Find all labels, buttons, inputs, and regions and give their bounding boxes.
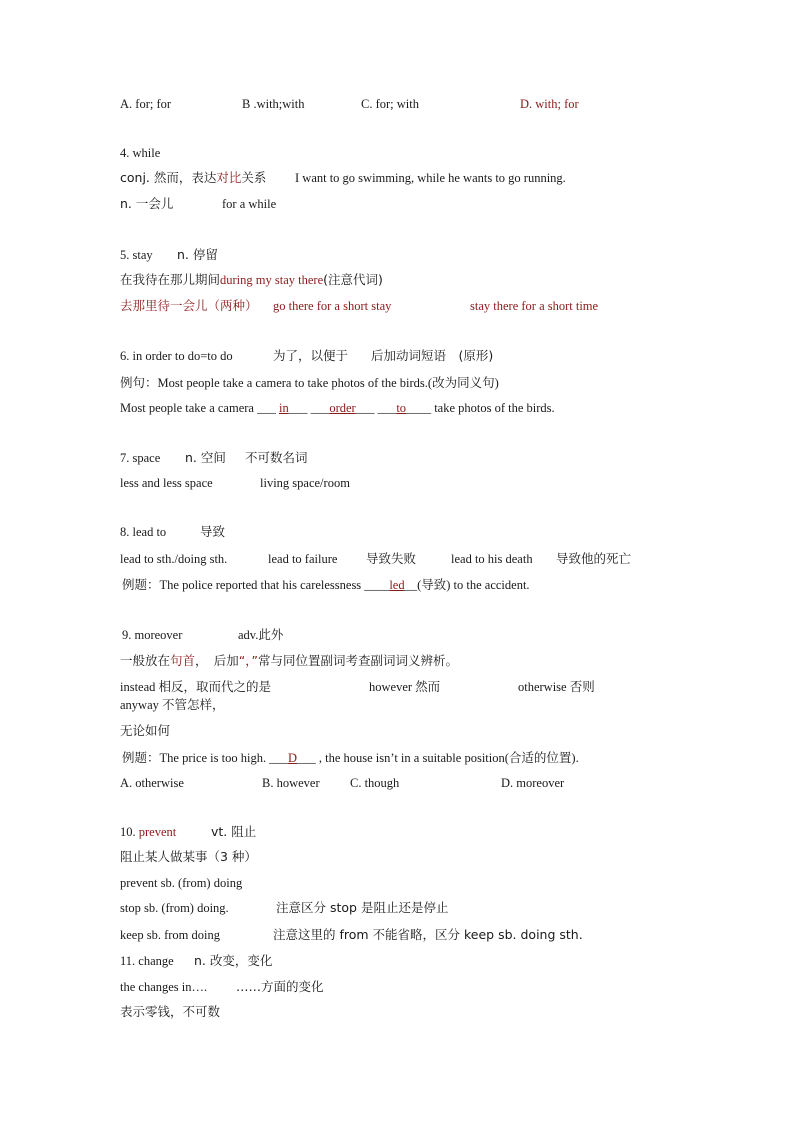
item10-p2-note: 注意区分 stop 是阻止还是停止 bbox=[276, 900, 449, 915]
item5-line2-cn: 去那里待一会儿（两种） bbox=[120, 298, 258, 313]
item7-pos: n. 空间 bbox=[185, 450, 226, 465]
item7-note: 不可数名词 bbox=[245, 450, 308, 465]
item8-heading: 8. lead to bbox=[120, 525, 167, 539]
item9-opt-d: D. moreover bbox=[501, 776, 565, 790]
item4-conj-post: 关系 bbox=[241, 170, 267, 185]
item8-ex2-cn: 导致失败 bbox=[366, 551, 417, 566]
item11-heading: 11. change bbox=[120, 954, 174, 968]
item8-example-post: __(导致) to the accident. bbox=[404, 578, 530, 592]
item10-num: 10. bbox=[120, 825, 136, 839]
item10-p3-note: 注意这里的 from 不能省略，区分 keep sb. doing sth. bbox=[273, 927, 583, 942]
item9-rule-comma: “，” bbox=[238, 653, 258, 668]
item9-opt-c: C. though bbox=[350, 776, 400, 790]
item4-conj-pre: conj. 然而，表达 bbox=[120, 170, 217, 185]
item10-pos: vt. 阻止 bbox=[211, 824, 257, 839]
item6-note: 后加动词短语 (原形) bbox=[371, 348, 494, 363]
option-c: C. for; with bbox=[361, 97, 419, 111]
item5-pos: n. 停留 bbox=[177, 247, 218, 262]
item9-rule-pre: 一般放在 bbox=[120, 653, 171, 668]
item4-heading: 4. while bbox=[120, 146, 161, 160]
item6-blank-post: take photos of the birds. bbox=[434, 401, 555, 415]
item6-blank1: in bbox=[278, 401, 289, 415]
item11-pos: n. 改变，变化 bbox=[194, 953, 273, 968]
item9-word-anyway-cont: 无论如何 bbox=[120, 723, 171, 738]
item10-sub: 阻止某人做某事（3 种） bbox=[120, 849, 257, 864]
item10-p1: prevent sb. (from) doing bbox=[120, 876, 243, 890]
item5-line1-en: during my stay there bbox=[220, 273, 324, 287]
item8-ex3: lead to his death bbox=[451, 552, 533, 566]
item10-p2: stop sb. (from) doing. bbox=[120, 901, 229, 915]
item5-heading: 5. stay bbox=[120, 248, 153, 262]
item6-blank-pre: Most people take a camera bbox=[120, 401, 254, 415]
item4-noun-example: for a while bbox=[222, 197, 277, 211]
item7-ex2: living space/room bbox=[260, 476, 350, 490]
item7-heading: 7. space bbox=[120, 451, 161, 465]
item9-heading: 9. moreover bbox=[122, 628, 183, 642]
item5-line2-a: go there for a short stay bbox=[273, 299, 392, 313]
item9-example-pre: The price is too high. ___ bbox=[159, 751, 288, 765]
item8-example-pre: The police reported that his carelessness ____ bbox=[159, 578, 390, 592]
item9-example-answer: D bbox=[287, 751, 297, 765]
item9-rule bbox=[120, 653, 458, 669]
item5-line1-cn: 在我待在那儿期间 bbox=[120, 272, 221, 287]
item10-word: prevent bbox=[138, 825, 177, 839]
item6-blank-sentence: Most people take a camera ___ in___ ___order___ ___to____ take photos of the birds. bbox=[120, 401, 555, 415]
item9-word-however: however 然而 bbox=[369, 680, 441, 694]
item6-example-text: Most people take a camera to take photos of the birds.(改为同义句) bbox=[157, 376, 499, 390]
item6-example bbox=[120, 375, 499, 391]
item9-word-instead: instead 相反，取而代之的是 bbox=[120, 680, 272, 694]
item6-blank2: order bbox=[329, 401, 356, 415]
item11-ex1-cn: ……方面的变化 bbox=[236, 979, 324, 994]
item6-meaning: 为了，以便于 bbox=[273, 348, 349, 363]
option-a: A. for; for bbox=[120, 97, 172, 111]
item8-ex3-cn: 导致他的死亡 bbox=[556, 551, 632, 566]
item8-ex2: lead to failure bbox=[268, 552, 338, 566]
option-b: B .with;with bbox=[242, 97, 305, 111]
item9-word-anyway: anyway 不管怎样， bbox=[120, 698, 225, 712]
item8-ex1: lead to sth./doing sth. bbox=[120, 552, 228, 566]
item9-pos: adv.此外 bbox=[238, 628, 284, 642]
item8-meaning: 导致 bbox=[200, 524, 226, 539]
item11-ex1: the changes in…. bbox=[120, 980, 208, 994]
item8-example-answer: led bbox=[389, 578, 405, 592]
item9-rule-highlight: 句首 bbox=[170, 653, 196, 668]
item8-example-label: 例题： bbox=[122, 577, 160, 592]
item5-line1-note: (注意代词) bbox=[323, 272, 383, 287]
item10-heading bbox=[120, 824, 176, 840]
option-d-answer: D. with; for bbox=[520, 97, 579, 111]
item5-line2-b: stay there for a short time bbox=[470, 299, 599, 313]
item9-example-label: 例题： bbox=[122, 750, 160, 765]
item6-heading: 6. in order to do=to do bbox=[120, 349, 233, 363]
item4-conj-highlight: 对比 bbox=[216, 170, 242, 185]
item6-example-label: 例句： bbox=[120, 375, 158, 390]
item9-word-otherwise: otherwise 否则 bbox=[518, 680, 595, 694]
item5-line1 bbox=[120, 272, 383, 288]
item4-conj-example: I want to go swimming, while he wants to go running. bbox=[295, 171, 566, 185]
item6-blank3: to bbox=[396, 401, 407, 415]
item11-note: 表示零钱，不可数 bbox=[120, 1004, 221, 1019]
item9-rule-post: 常与同位置副词考查副词词义辨析。 bbox=[258, 653, 459, 668]
item9-rule-mid: ， 后加 bbox=[195, 653, 239, 668]
item9-example bbox=[122, 750, 579, 766]
item8-example bbox=[122, 577, 530, 593]
item7-ex1: less and less space bbox=[120, 476, 213, 490]
item9-example-post: ___ , the house isn’t in a suitable position(合适的位置). bbox=[297, 751, 579, 765]
item9-opt-a: A. otherwise bbox=[120, 776, 184, 790]
item9-opt-b: B. however bbox=[262, 776, 320, 790]
item10-p3: keep sb. from doing bbox=[120, 928, 220, 942]
item4-noun: n. 一会儿 bbox=[120, 196, 174, 211]
item4-conj bbox=[120, 170, 266, 186]
